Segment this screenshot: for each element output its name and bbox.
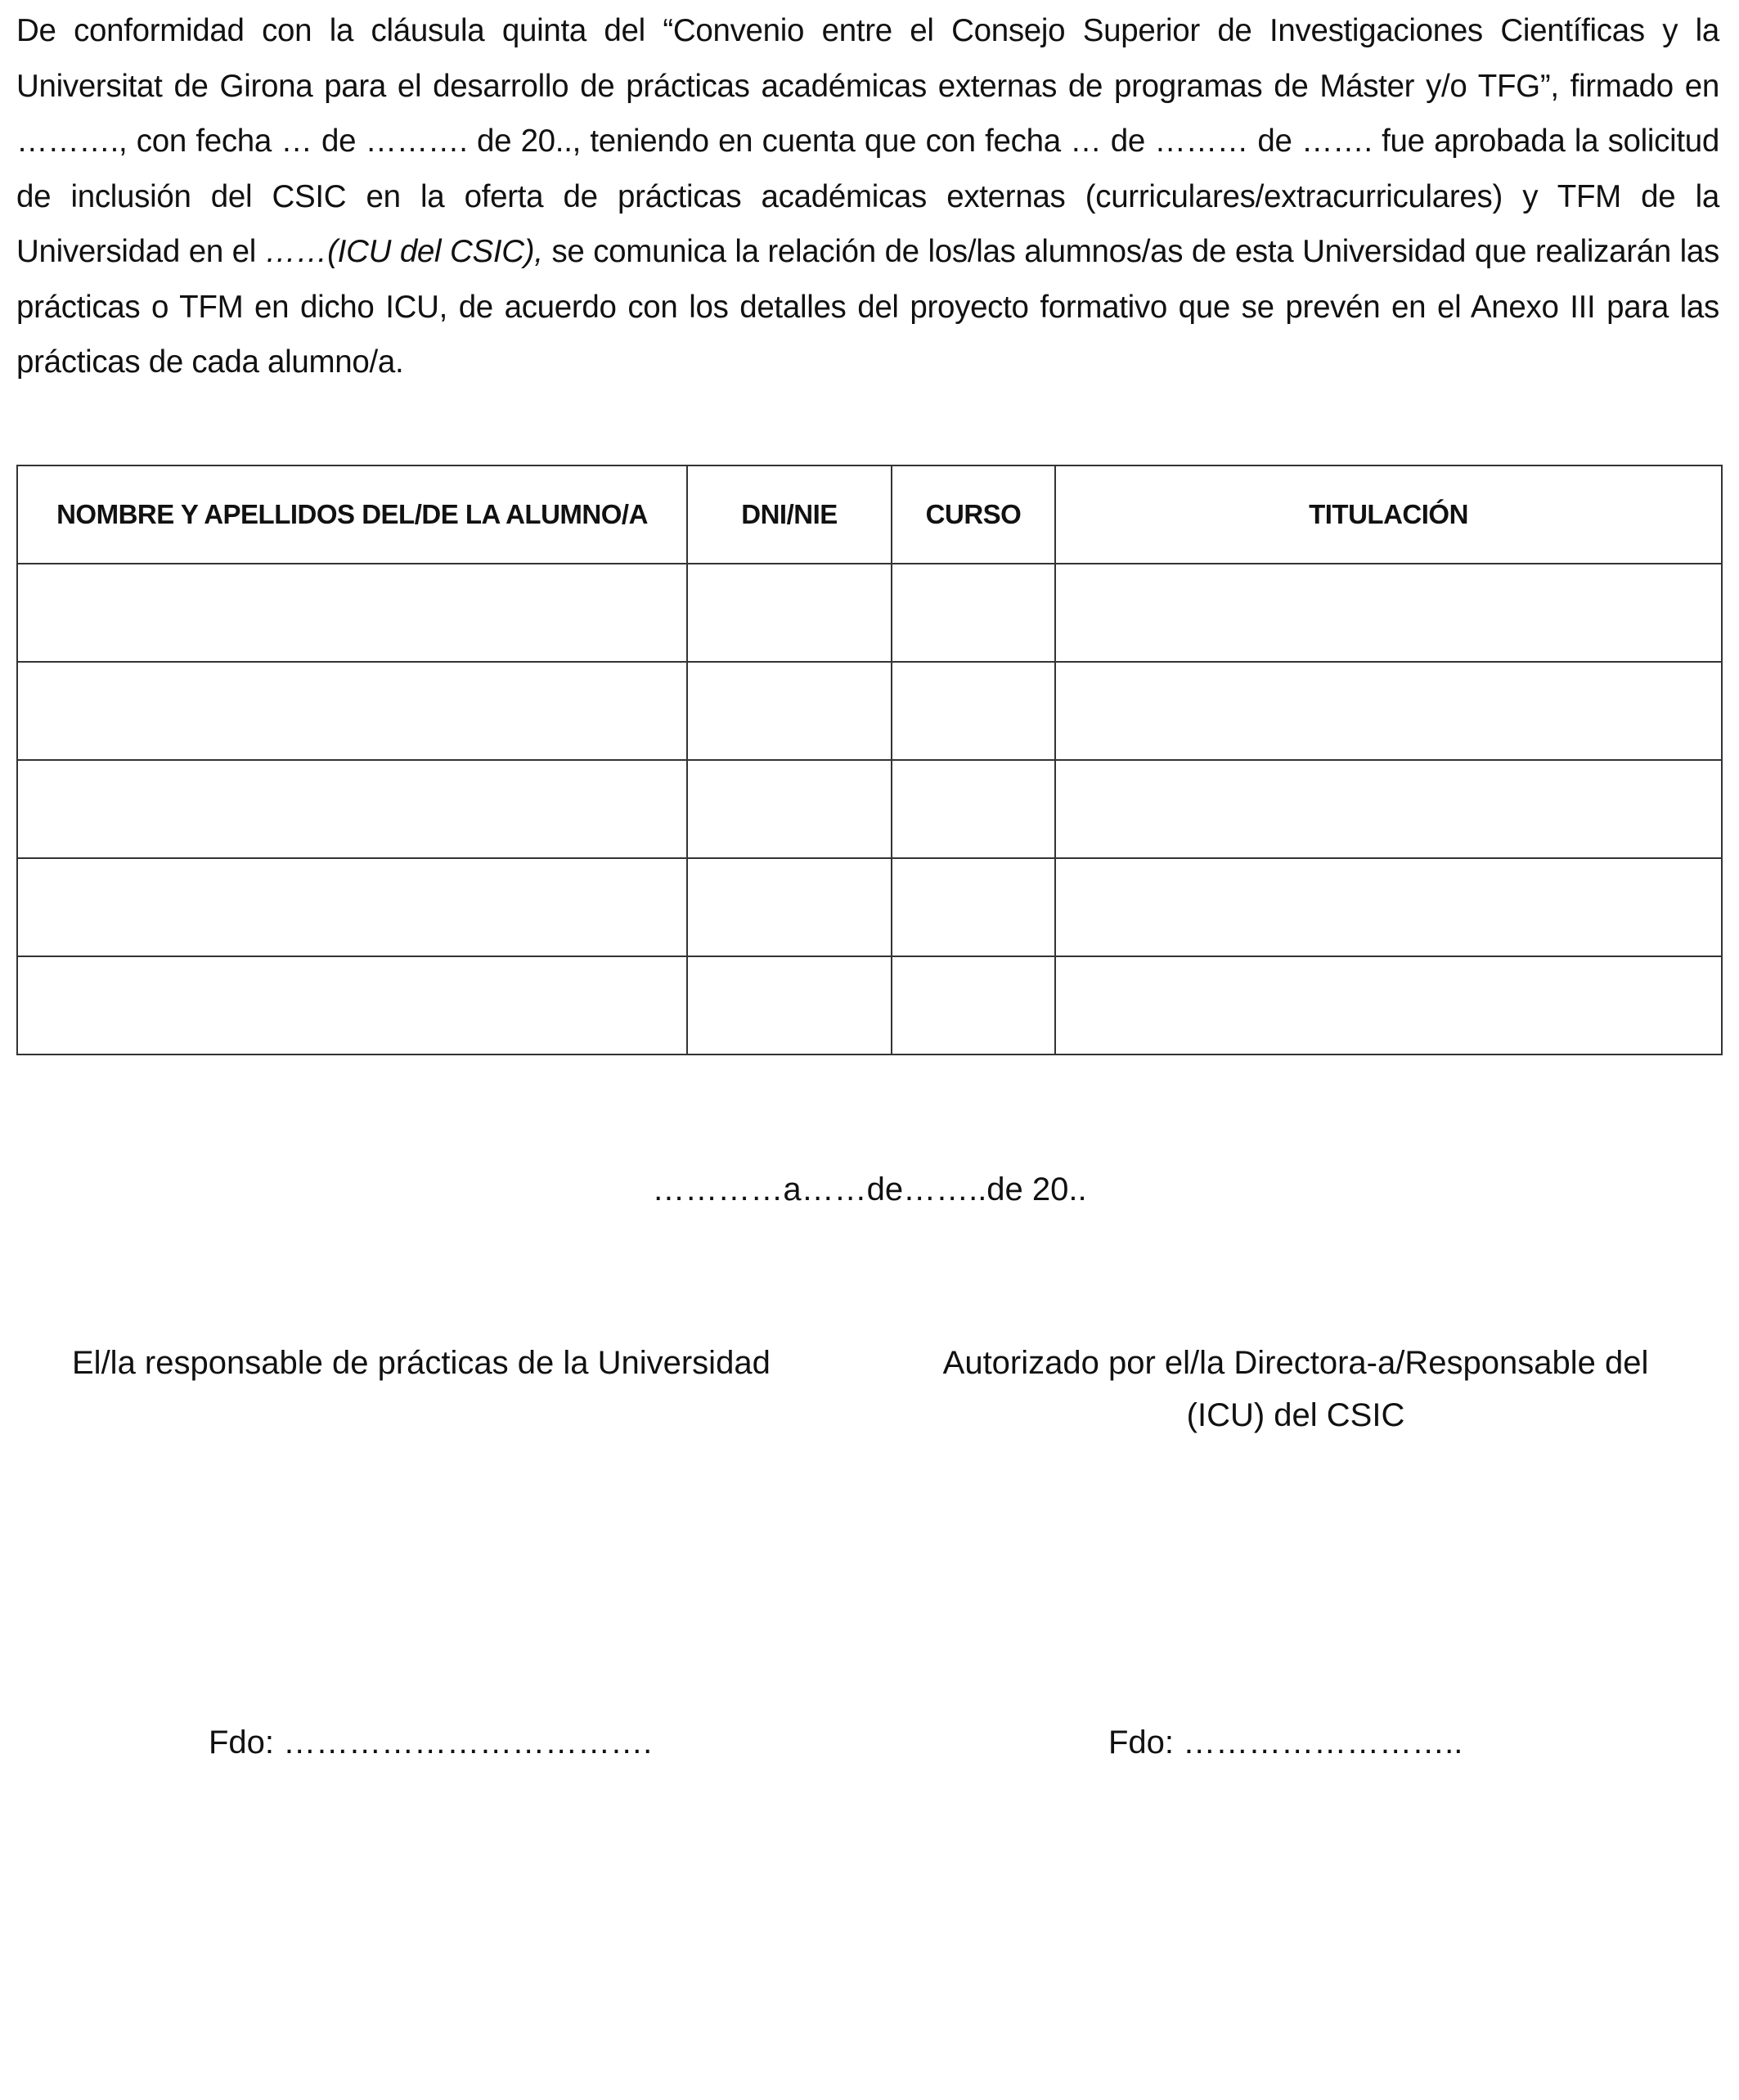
table-row [17, 564, 1722, 662]
table-row [17, 760, 1722, 858]
intro-text-end: se comunica la relación de los/las alumnos/as de esta Universidad que realizarán las prácticas o TFM en dicho ICU, de acuerdo con los detalles del proyecto formativo que se prevén en el Anexo III para las prácticas de cada alumno/a. [16, 234, 1719, 380]
cell-student-name[interactable] [17, 858, 687, 956]
cell-course[interactable] [892, 564, 1055, 662]
cell-dni[interactable] [687, 760, 892, 858]
csic-signatory-label [914, 1337, 1677, 1441]
cell-student-name[interactable] [17, 564, 687, 662]
cell-degree[interactable] [1055, 858, 1722, 956]
table-row [17, 858, 1722, 956]
cell-course[interactable] [892, 858, 1055, 956]
cell-degree[interactable] [1055, 564, 1722, 662]
university-signature-line: Fdo: ……………………………. [209, 1725, 653, 1760]
intro-paragraph [16, 3, 1719, 390]
cell-student-name[interactable] [17, 662, 687, 760]
cell-degree[interactable] [1055, 956, 1722, 1054]
header-dni: DNI/NIE [687, 465, 892, 564]
csic-signatory-label-line1: Autorizado por el/la Directora-a/Responsable del [942, 1345, 1649, 1381]
csic-signature-line: Fdo: …………………….. [1108, 1725, 1463, 1760]
cell-degree[interactable] [1055, 662, 1722, 760]
cell-dni[interactable] [687, 858, 892, 956]
students-table [16, 465, 1723, 1055]
university-signatory-label: El/la responsable de prácticas de la Universidad [72, 1345, 771, 1381]
cell-course[interactable] [892, 760, 1055, 858]
cell-dni[interactable] [687, 564, 892, 662]
cell-course[interactable] [892, 662, 1055, 760]
cell-dni[interactable] [687, 956, 892, 1054]
intro-icu-placeholder: ……(ICU del CSIC), [264, 234, 543, 269]
table-row [17, 956, 1722, 1054]
place-date-line: …………a……de……..de 20.. [652, 1171, 1087, 1207]
intro-text-start: De conformidad con la cláusula quinta del “Convenio entre el Consejo Superior de Investigaciones Científicas y la Universitat de Girona para el desarrollo de prácticas académicas externas de programas de Máster y/o TFG”, firmado en ………., con fecha … de ………. de 20.., teniendo en cuenta que con fecha … de ……… de ……. fue aprobada la solicitud de inclusión del CSIC en la oferta de prácticas académicas externas (curriculares/extracurriculares) y TFM de la Universidad en el [16, 13, 1719, 269]
header-course: CURSO [892, 465, 1055, 564]
cell-course[interactable] [892, 956, 1055, 1054]
cell-student-name[interactable] [17, 760, 687, 858]
cell-dni[interactable] [687, 662, 892, 760]
header-student-name: NOMBRE Y APELLIDOS DEL/DE LA ALUMNO/A [17, 465, 687, 564]
table-header-row [17, 465, 1722, 564]
header-degree: TITULACIÓN [1055, 465, 1722, 564]
cell-student-name[interactable] [17, 956, 687, 1054]
table-row [17, 662, 1722, 760]
csic-signatory-label-line2: (ICU) del CSIC [1186, 1397, 1405, 1433]
cell-degree[interactable] [1055, 760, 1722, 858]
